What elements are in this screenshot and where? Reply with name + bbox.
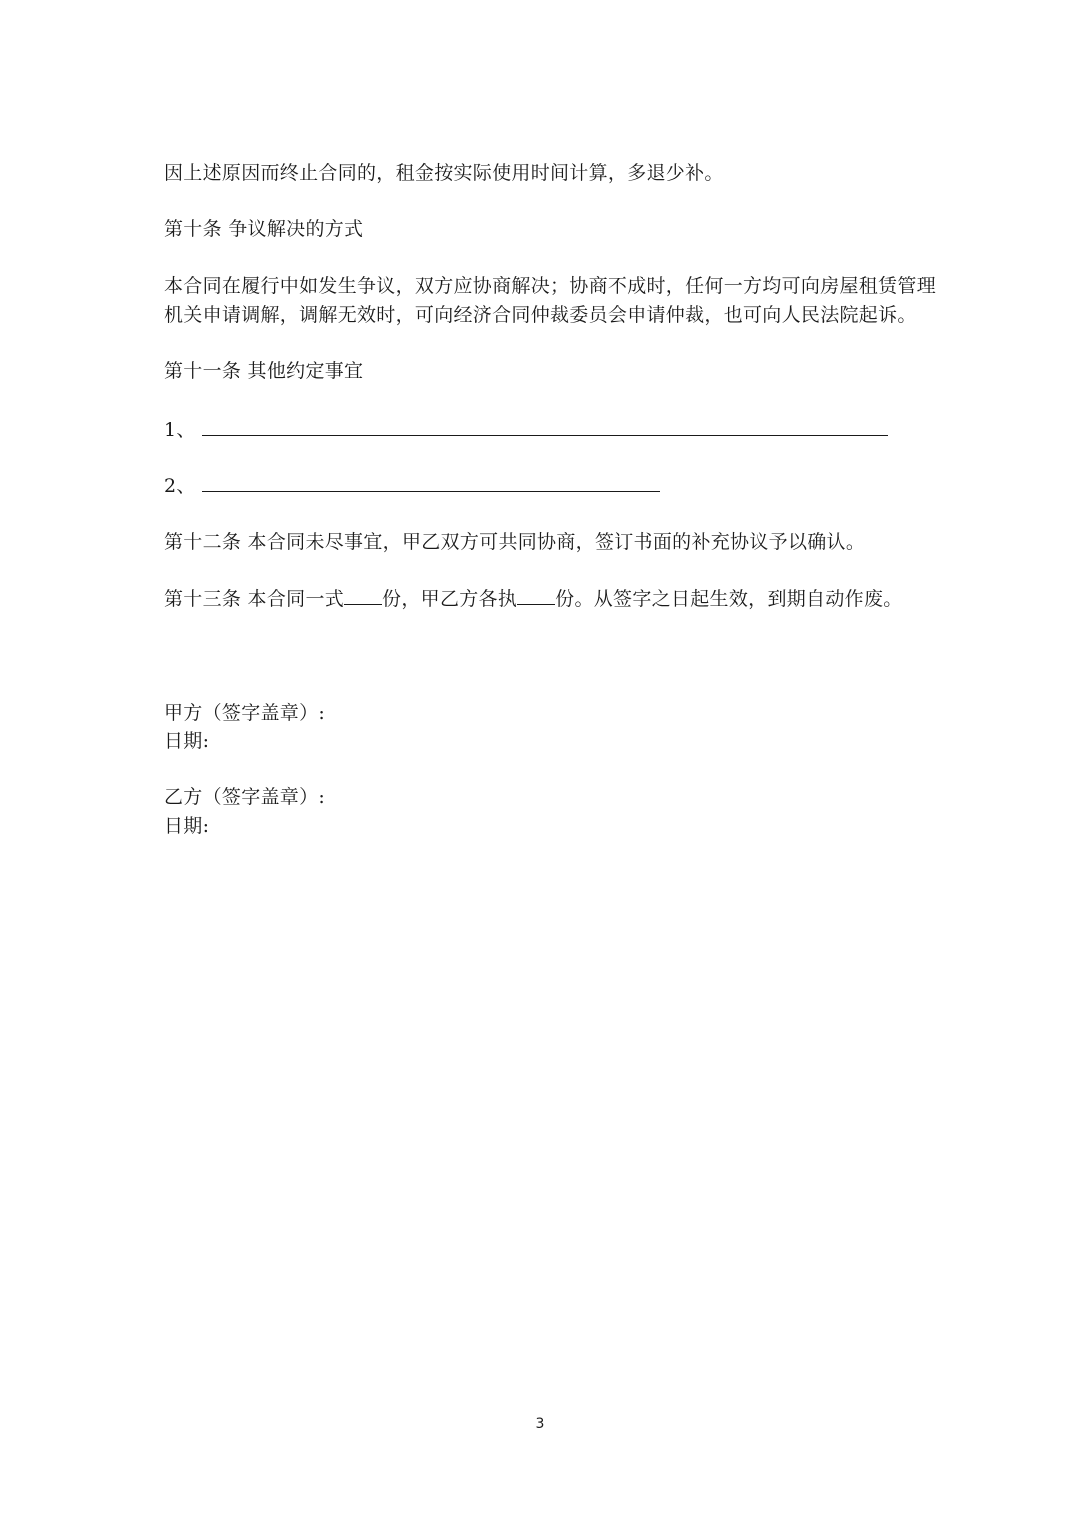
article-13-row bbox=[164, 585, 903, 613]
party-a-date-label: 日期: bbox=[164, 730, 210, 752]
copies-each-blank-field[interactable] bbox=[517, 586, 555, 605]
item-1-blank-field[interactable] bbox=[202, 417, 888, 436]
copies-total-blank-field[interactable] bbox=[344, 586, 382, 605]
item-1-label: 1、 bbox=[164, 419, 196, 441]
party-a-signature-label: 甲方（签字盖章）: bbox=[164, 702, 326, 724]
article-10-body-line-1: 本合同在履行中如发生争议，双方应协商解决；协商不成时，任何一方均可向房屋租赁管理 bbox=[164, 275, 937, 297]
party-b-date-label: 日期: bbox=[164, 815, 210, 837]
article-12: 第十二条 本合同未尽事宜，甲乙双方可共同协商，签订书面的补充协议予以确认。 bbox=[164, 531, 866, 553]
article-10-heading: 第十条 争议解决的方式 bbox=[164, 218, 364, 240]
item-1-row bbox=[164, 416, 888, 444]
item-2-blank-field[interactable] bbox=[202, 473, 660, 492]
party-b-signature-label: 乙方（签字盖章）: bbox=[164, 786, 326, 808]
article-13-part-3: 份。从签字之日起生效，到期自动作废。 bbox=[555, 588, 903, 610]
item-2-row bbox=[164, 472, 660, 500]
article-13-part-1: 第十三条 本合同一式 bbox=[164, 588, 345, 610]
article-13-part-2: 份，甲乙方各执 bbox=[382, 588, 518, 610]
item-2-label: 2、 bbox=[164, 475, 196, 497]
page-number: 3 bbox=[535, 1416, 545, 1432]
article-11-heading: 第十一条 其他约定事宜 bbox=[164, 360, 364, 382]
article-10-body-line-2: 机关申请调解，调解无效时，可向经济合同仲裁委员会申请仲裁，也可向人民法院起诉。 bbox=[164, 304, 917, 326]
paragraph-termination-rent: 因上述原因而终止合同的，租金按实际使用时间计算，多退少补。 bbox=[164, 162, 724, 184]
